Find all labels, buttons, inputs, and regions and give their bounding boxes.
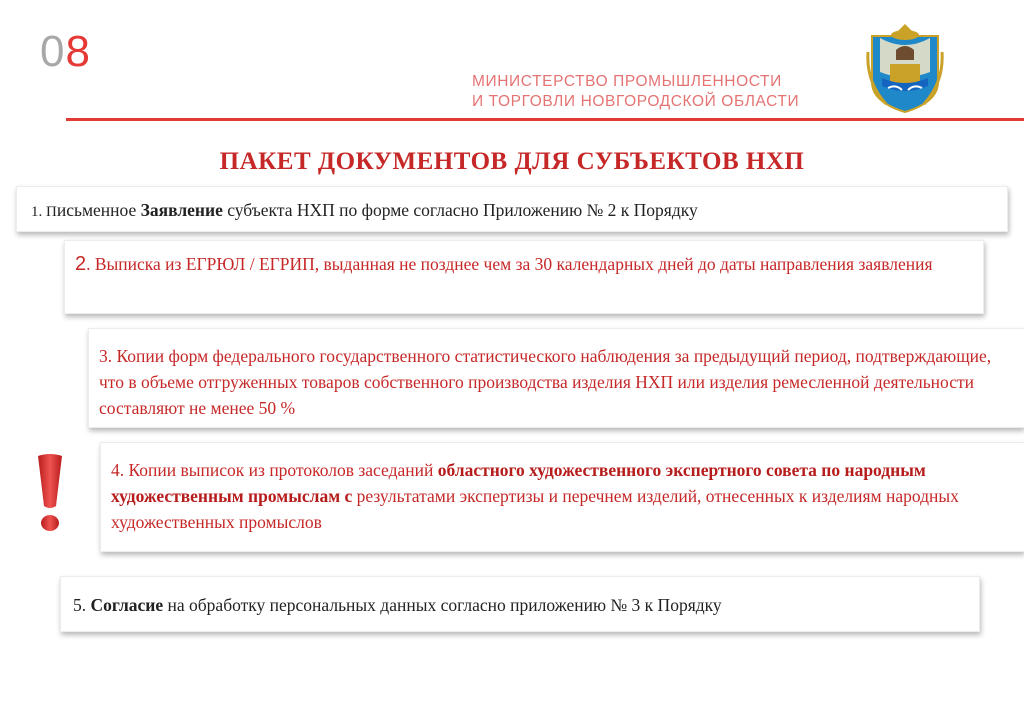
exclamation-icon [32, 452, 68, 534]
document-item-1: 1. Письменное Заявление субъекта НХП по форме согласно Приложению № 2 к Порядку [16, 186, 1008, 232]
ministry-line-1: МИНИСТЕРСТВО ПРОМЫШЛЕННОСТИ [472, 73, 782, 90]
header-divider [66, 118, 1024, 121]
document-item-3: 3. Копии форм федерального государственного статистического наблюдения за предыдущий период, подтверждающие, что в объеме отгруженных товаров собственного производства изделия НХП или изделия ремесленной деятельности составляют не менее 50 % [88, 328, 1024, 428]
coat-of-arms-icon [866, 22, 944, 114]
page-title: ПАКЕТ ДОКУМЕНТОВ ДЛЯ СУБЪЕКТОВ НХП [219, 148, 805, 175]
document-item-4: 4. Копии выписок из протоколов заседаний областного художественного экспертного совета по народным художественным промыслам с результатами экспертизы и перечнем изделий, отнесенных к изделиям народных художественных промыслов [100, 442, 1024, 552]
ministry-line-2: И ТОРГОВЛИ НОВГОРОДСКОЙ ОБЛАСТИ [472, 93, 800, 110]
ministry-name [472, 72, 799, 112]
document-item-2: 2. Выписка из ЕГРЮЛ / ЕГРИП, выданная не позднее чем за 30 календарных дней до даты направления заявления [64, 240, 984, 314]
document-item-5: 5. Согласие на обработку персональных данных согласно приложению № 3 к Порядку [60, 576, 980, 632]
slide-number: 08 [40, 27, 91, 76]
